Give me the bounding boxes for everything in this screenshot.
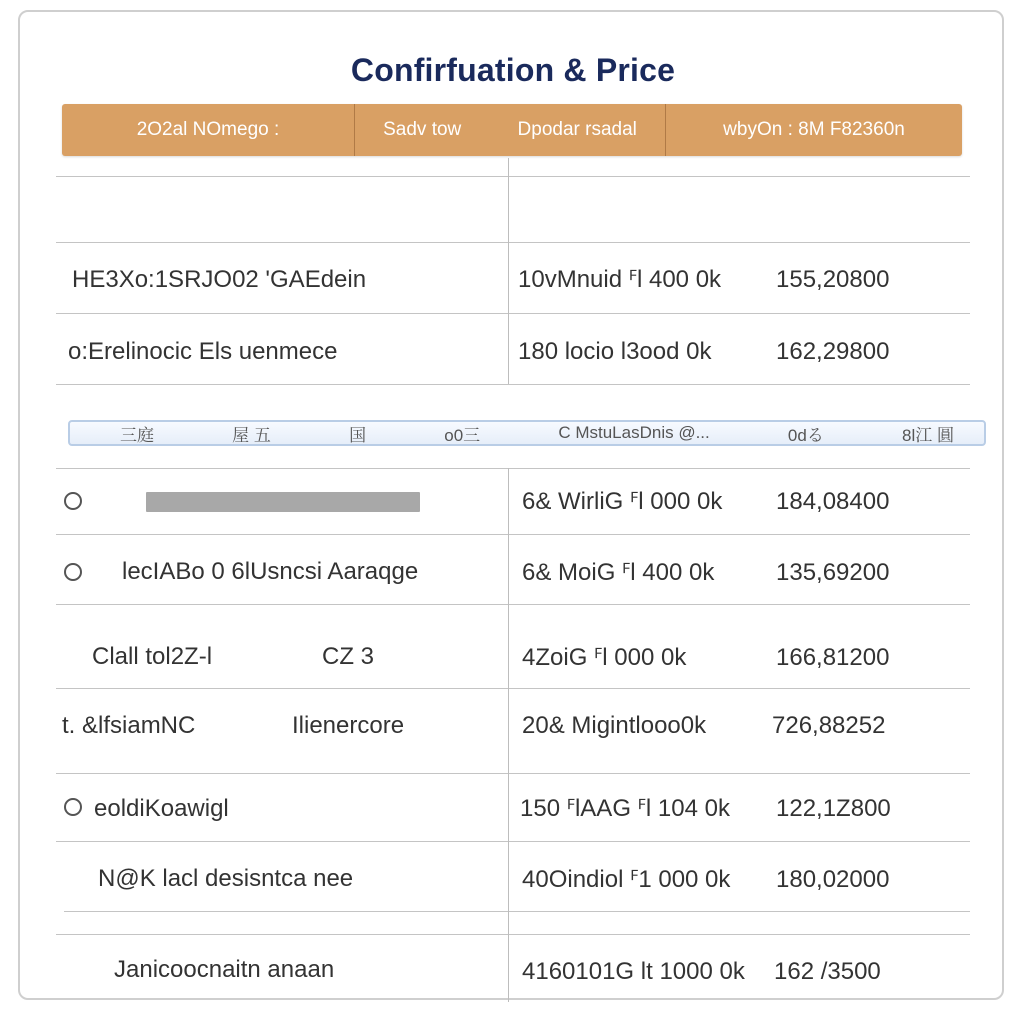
- row-4-name: lecIABo 0 6lUsncsi Aaraqge: [122, 558, 419, 585]
- row-8-qty: 40Oindiol ꟳ1 000 0k: [522, 866, 731, 893]
- row-6-price: 726,88252: [772, 712, 886, 739]
- separator-item: 0dる: [787, 425, 824, 445]
- row-7-qty: 150 ꟳlAAG ꟳl 104 0k: [520, 795, 730, 822]
- row-2-name: o:Erelinocic Els uenmece: [68, 338, 338, 365]
- row-6-qty: 20& Migintlooo0k: [522, 712, 707, 739]
- row-divider: [56, 176, 970, 177]
- row-8-price: 180,02000: [776, 866, 890, 893]
- column-divider: [508, 468, 509, 1002]
- row-divider: [56, 384, 970, 385]
- row-divider: [56, 604, 970, 605]
- row-2-qty: 180 locio l3ood 0k: [518, 338, 712, 365]
- separator-item: 三庭: [120, 425, 154, 445]
- row-5-name: Clall tol2Z-l: [92, 643, 213, 670]
- row-divider: [56, 313, 970, 314]
- row-divider: [56, 841, 970, 842]
- row-6-name: t. &lfsiamNC: [62, 712, 196, 739]
- separator-item: o0三: [444, 425, 481, 445]
- row-2-price: 162,29800: [776, 338, 890, 365]
- page-title: Confirfuation & Price: [350, 52, 676, 88]
- table-header: [62, 104, 962, 156]
- row-1-name: HE3Xo:1SRJO02 'GAEdein: [72, 266, 367, 293]
- row-7-radio[interactable]: [64, 798, 82, 816]
- row-4-radio[interactable]: [64, 563, 82, 581]
- section-separator-bar[interactable]: [68, 420, 986, 446]
- header-col-2b: Dpodar rsadal: [517, 119, 637, 140]
- row-3-redacted-name: [146, 492, 420, 512]
- row-7-price: 122,1Z800: [776, 795, 891, 822]
- header-col-2[interactable]: [355, 104, 666, 156]
- row-5-name-extra: CZ 3: [322, 643, 375, 670]
- row-3-qty: 6& WirliG ꟳl 000 0k: [522, 488, 723, 515]
- row-divider: [56, 773, 970, 774]
- row-4-qty: 6& MoiG ꟳl 400 0k: [522, 559, 715, 586]
- column-divider: [508, 158, 509, 384]
- separator-item: C MstuLasDnis @...: [558, 423, 710, 442]
- header-col-1[interactable]: 2O2al NOmego :: [62, 104, 355, 156]
- row-3-price: 184,08400: [776, 488, 890, 515]
- row-4-price: 135,69200: [776, 559, 890, 586]
- row-divider: [56, 534, 970, 535]
- row-divider: [56, 934, 970, 935]
- row-6-name-extra: Ilienercore: [292, 712, 405, 739]
- row-divider: [64, 911, 970, 912]
- row-1-price: 155,20800: [776, 266, 890, 293]
- separator-item: 国: [349, 425, 367, 445]
- row-7-name: eoldiKoawigl: [94, 795, 229, 822]
- row-divider: [56, 242, 970, 243]
- row-9-price: 162 /3500: [774, 958, 881, 985]
- header-col-2a: Sadv tow: [383, 119, 462, 140]
- row-divider: [56, 468, 970, 469]
- row-1-qty: 10vMnuid ꟳl 400 0k: [518, 266, 722, 293]
- row-3-radio[interactable]: [64, 492, 82, 510]
- row-5-price: 166,81200: [776, 644, 890, 671]
- row-9-qty: 4160101G lt 1000 0k: [522, 958, 745, 985]
- row-9-name: Janicoocnaitn anaan: [114, 956, 335, 983]
- row-divider: [56, 688, 970, 689]
- row-5-qty: 4ZoiG ꟳl 000 0k: [522, 644, 687, 671]
- configuration-price-card: [18, 10, 1004, 1000]
- separator-item: 8l江 圓: [902, 425, 954, 445]
- row-8-name: N@K lacl desisntca nee: [98, 865, 354, 892]
- header-col-3[interactable]: wbyOn : 8M F82360n: [723, 119, 905, 140]
- separator-item: 屋 五: [232, 425, 271, 445]
